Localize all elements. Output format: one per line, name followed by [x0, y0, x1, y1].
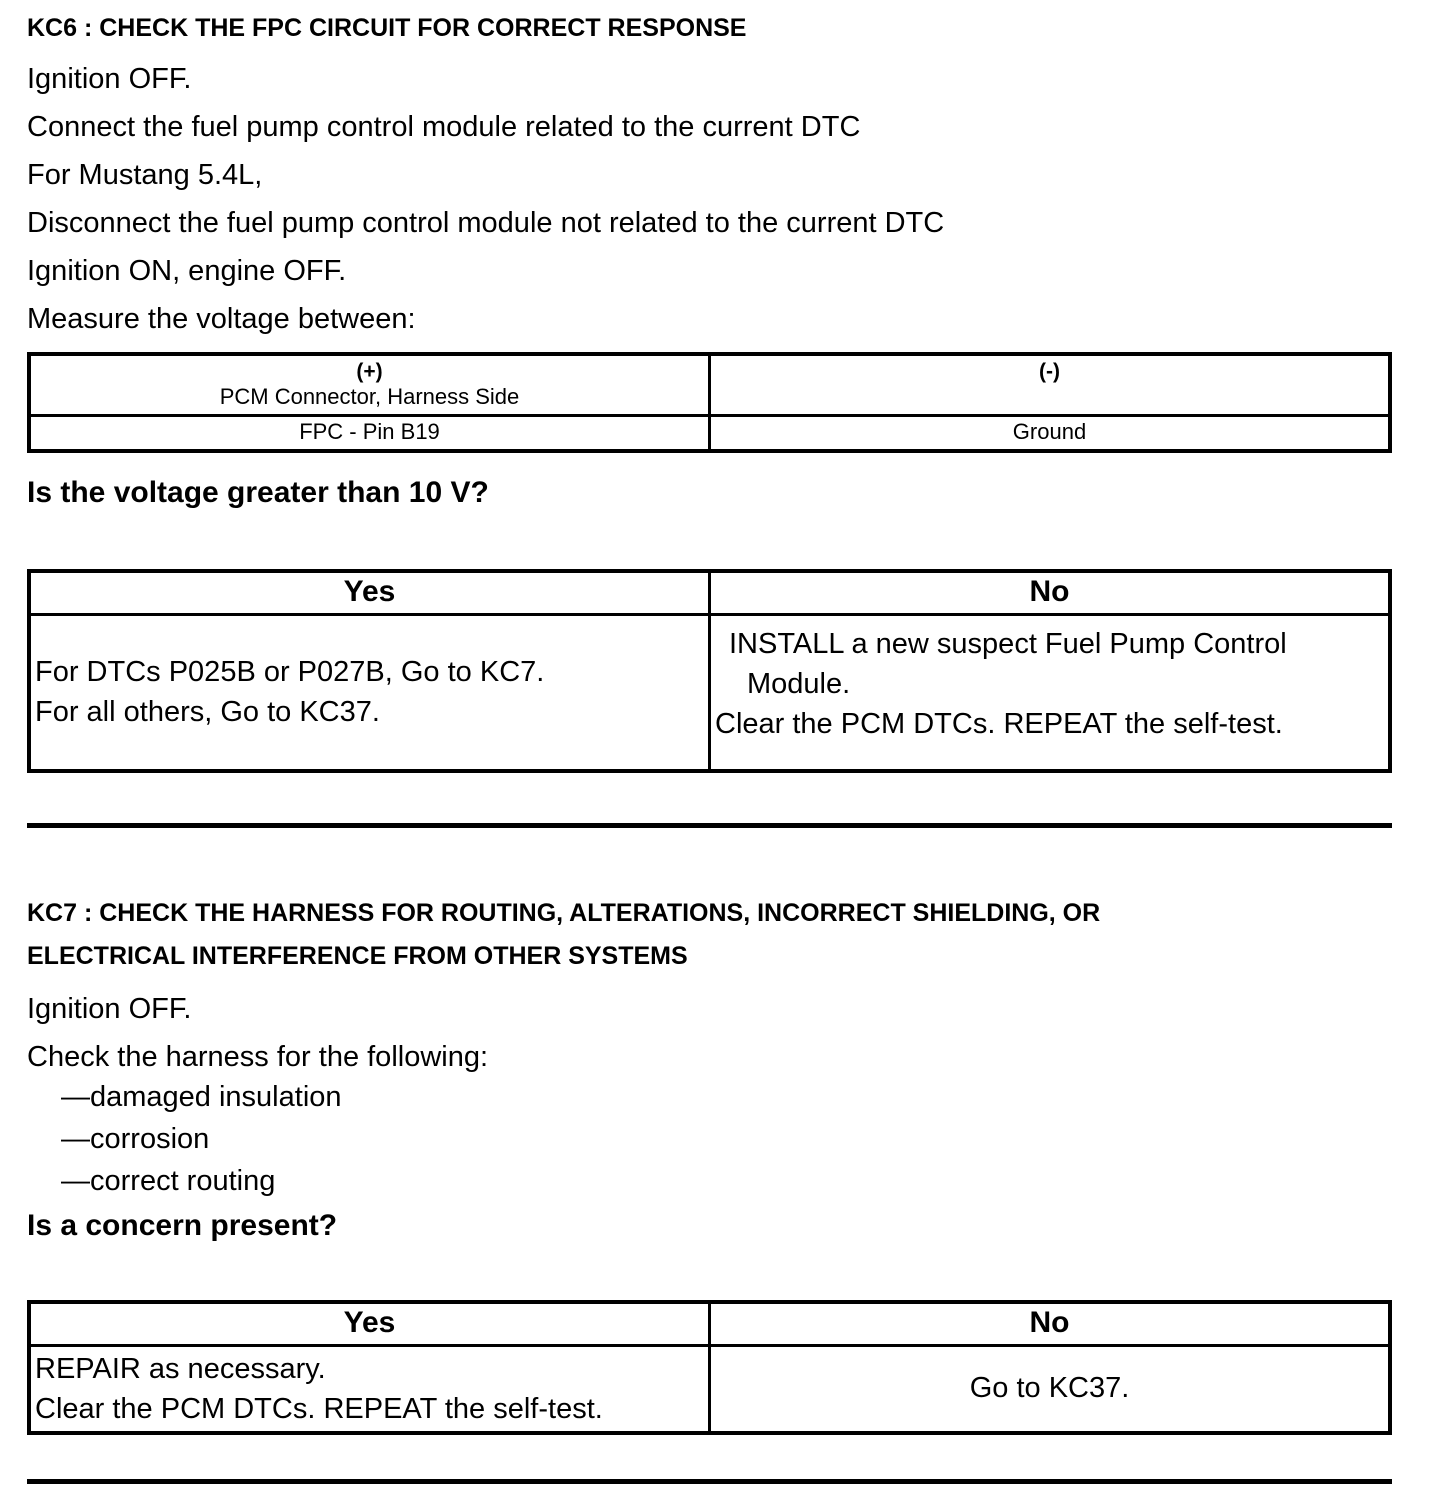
kc6-no-header: No — [710, 571, 1391, 615]
kc6-heading: KC6 : CHECK THE FPC CIRCUIT FOR CORRECT RESPONSE — [27, 14, 747, 42]
kc6-instructions — [27, 62, 1392, 288]
kc6-yes-header: Yes — [29, 571, 710, 615]
section-kc6 — [27, 12, 1392, 773]
kc6-instruction-line: Disconnect the fuel pump control module not related to the current DTC — [27, 207, 945, 239]
kc6-yes-line: For all others, Go to KC37. — [35, 696, 380, 729]
voltage-table-header-row — [29, 354, 1390, 416]
positive-value-cell: FPC - Pin B19 — [29, 416, 710, 452]
kc6-instruction-line: Ignition OFF. — [27, 63, 192, 95]
measure-voltage-label: Measure the voltage between: — [27, 303, 416, 335]
kc7-question: Is a concern present? — [27, 1208, 338, 1242]
negative-header-cell — [710, 354, 1391, 416]
kc7-checklist — [27, 1078, 1392, 1200]
kc6-decision-header-row — [29, 571, 1390, 615]
kc6-no-line: INSTALL a new suspect Fuel Pump Control — [729, 628, 1287, 660]
kc7-heading-line: ELECTRICAL INTERFERENCE FROM OTHER SYSTEMS — [27, 941, 688, 970]
kc7-instruction-line: Check the harness for the following: — [27, 1040, 489, 1073]
kc6-yes-cell — [29, 615, 710, 771]
kc7-checklist-item: —corrosion — [61, 1122, 210, 1155]
kc6-no-cell — [710, 615, 1391, 771]
positive-symbol: (+) — [356, 360, 383, 383]
kc7-yes-line: REPAIR as necessary. — [35, 1352, 326, 1385]
kc7-decision-body-row — [29, 1345, 1390, 1433]
kc6-yes-line: For DTCs P025B or P027B, Go to KC7. — [35, 656, 545, 689]
kc7-decision-table — [27, 1300, 1392, 1436]
voltage-measurement-table — [27, 352, 1392, 453]
kc7-heading-line: KC7 : CHECK THE HARNESS FOR ROUTING, ALTERATIONS, INCORRECT SHIELDING, OR — [27, 898, 1101, 927]
negative-value-cell: Ground — [710, 416, 1391, 452]
section-divider — [27, 823, 1392, 828]
voltage-table-value-row — [29, 416, 1390, 452]
kc6-decision-body-row — [29, 615, 1390, 771]
kc6-instruction-line: For Mustang 5.4L, — [27, 159, 263, 191]
kc7-yes-header: Yes — [29, 1302, 710, 1346]
kc6-no-line: Module. — [747, 668, 851, 700]
positive-header-cell — [29, 354, 710, 416]
kc7-checklist-item: —correct routing — [61, 1164, 276, 1197]
kc7-yes-line: Clear the PCM DTCs. REPEAT the self-test. — [35, 1392, 603, 1425]
positive-detail: PCM Connector, Harness Side — [219, 384, 520, 409]
kc6-question: Is the voltage greater than 10 V? — [27, 476, 489, 509]
bottom-divider — [27, 1479, 1392, 1484]
kc7-heading — [27, 892, 1392, 978]
kc7-no-header: No — [710, 1302, 1391, 1346]
section-kc7 — [27, 892, 1392, 1436]
kc6-instruction-line: Ignition ON, engine OFF. — [27, 255, 347, 287]
kc7-instructions — [27, 992, 1392, 1074]
kc6-decision-table — [27, 569, 1392, 773]
kc6-instruction-line: Connect the fuel pump control module related to the current DTC — [27, 111, 861, 143]
kc6-no-line: Clear the PCM DTCs. REPEAT the self-test. — [715, 708, 1283, 740]
kc7-decision-header-row — [29, 1302, 1390, 1346]
kc7-checklist-item: —damaged insulation — [61, 1080, 342, 1113]
negative-symbol: (-) — [1039, 360, 1060, 383]
kc7-yes-cell — [29, 1345, 710, 1433]
kc7-instruction-line: Ignition OFF. — [27, 992, 192, 1025]
kc7-no-cell: Go to KC37. — [710, 1345, 1391, 1433]
